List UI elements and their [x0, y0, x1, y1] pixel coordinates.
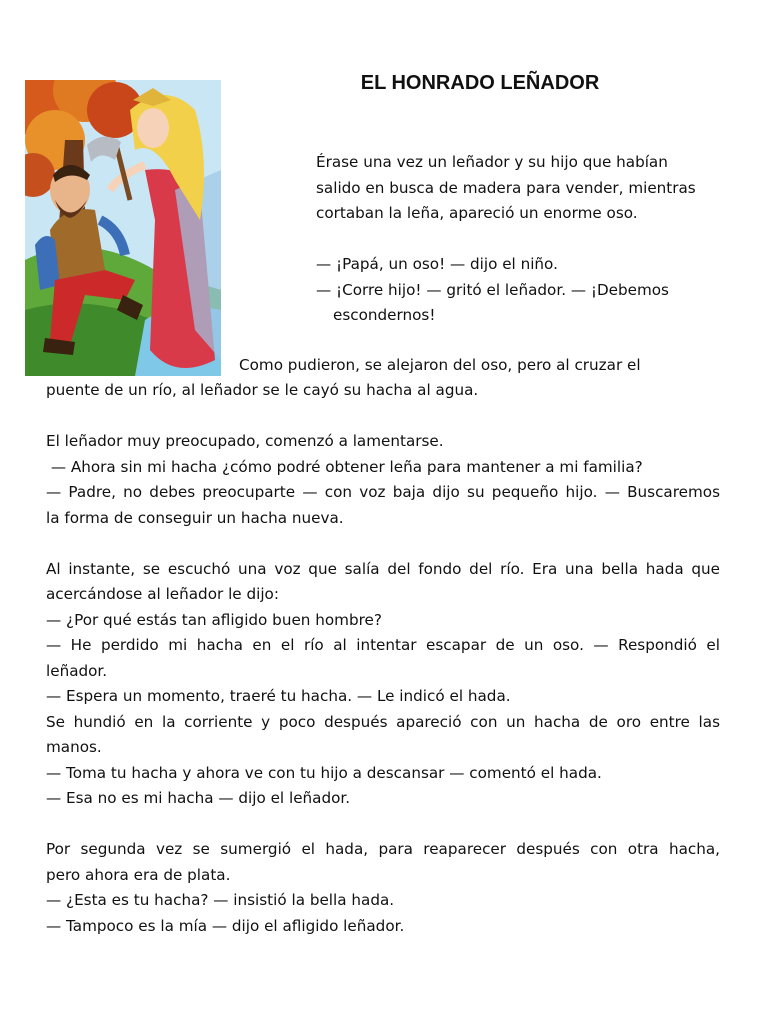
story-body	[46, 429, 720, 939]
woodcutter-fairy-illustration	[25, 80, 221, 376]
text-line: — Esa no es mi hacha — dijo el leñador.	[46, 789, 351, 807]
text-line: la forma de conseguir un hacha nueva.	[46, 508, 344, 527]
text-line: — Padre, no debes preocuparte — con voz baja dijo su pequeño hijo. — Buscaremos	[46, 483, 720, 501]
intro-paragraph	[316, 150, 726, 329]
text-line: Como pudieron, se alejaron del oso, pero al cruzar el	[239, 356, 641, 374]
text-line: — Ahora sin mi hacha ¿cómo podré obtener leña para mantener a mi familia?	[46, 457, 643, 476]
text-line: El leñador muy preocupado, comenzó a lamentarse.	[46, 432, 444, 450]
text-line: leñador.	[46, 661, 108, 680]
text-line: — He perdido mi hacha en el río al intentar escapar de un oso. — Respondió el	[46, 636, 720, 654]
text-line: puente de un río, al leñador se le cayó su hacha al agua.	[46, 381, 479, 399]
text-line: — ¡Papá, un oso! — dijo el niño.	[316, 255, 558, 273]
text-line: — Tampoco es la mía — dijo el afligido leñador.	[46, 916, 405, 935]
text-line: escondernos!	[333, 306, 436, 324]
text-line: pero ahora era de plata.	[46, 865, 231, 884]
story-title: EL HONRADO LEÑADOR	[360, 72, 600, 94]
text-line: — ¿Por qué estás tan afligido buen hombre?	[46, 610, 382, 629]
text-line: — ¿Esta es tu hacha? — insistió la bella hada.	[46, 891, 395, 909]
text-line: acercándose al leñador le dijo:	[46, 585, 279, 603]
text-line: manos.	[46, 738, 102, 756]
text-line: Se hundió en la corriente y poco después apareció con un hacha de oro entre las	[46, 712, 720, 731]
text-line: Por segunda vez se sumergió el hada, para reaparecer después con otra hacha,	[46, 840, 720, 858]
bridge-line-2	[46, 378, 726, 404]
text-line: salido en busca de madera para vender, mientras	[316, 178, 696, 197]
text-line: Érase una vez un leñador y su hijo que habían	[316, 153, 668, 171]
text-line: — Espera un momento, traeré tu hacha. — Le indicó el hada.	[46, 687, 511, 705]
bridge-line-1	[239, 353, 679, 379]
text-line: — ¡Corre hijo! — gritó el leñador. — ¡Debemos	[316, 280, 669, 299]
text-line: cortaban la leña, apareció un enorme oso.	[316, 204, 638, 222]
text-line: Al instante, se escuchó una voz que salía del fondo del río. Era una bella hada que	[46, 559, 720, 578]
text-line: — Toma tu hacha y ahora ve con tu hijo a descansar — comentó el hada.	[46, 763, 602, 782]
